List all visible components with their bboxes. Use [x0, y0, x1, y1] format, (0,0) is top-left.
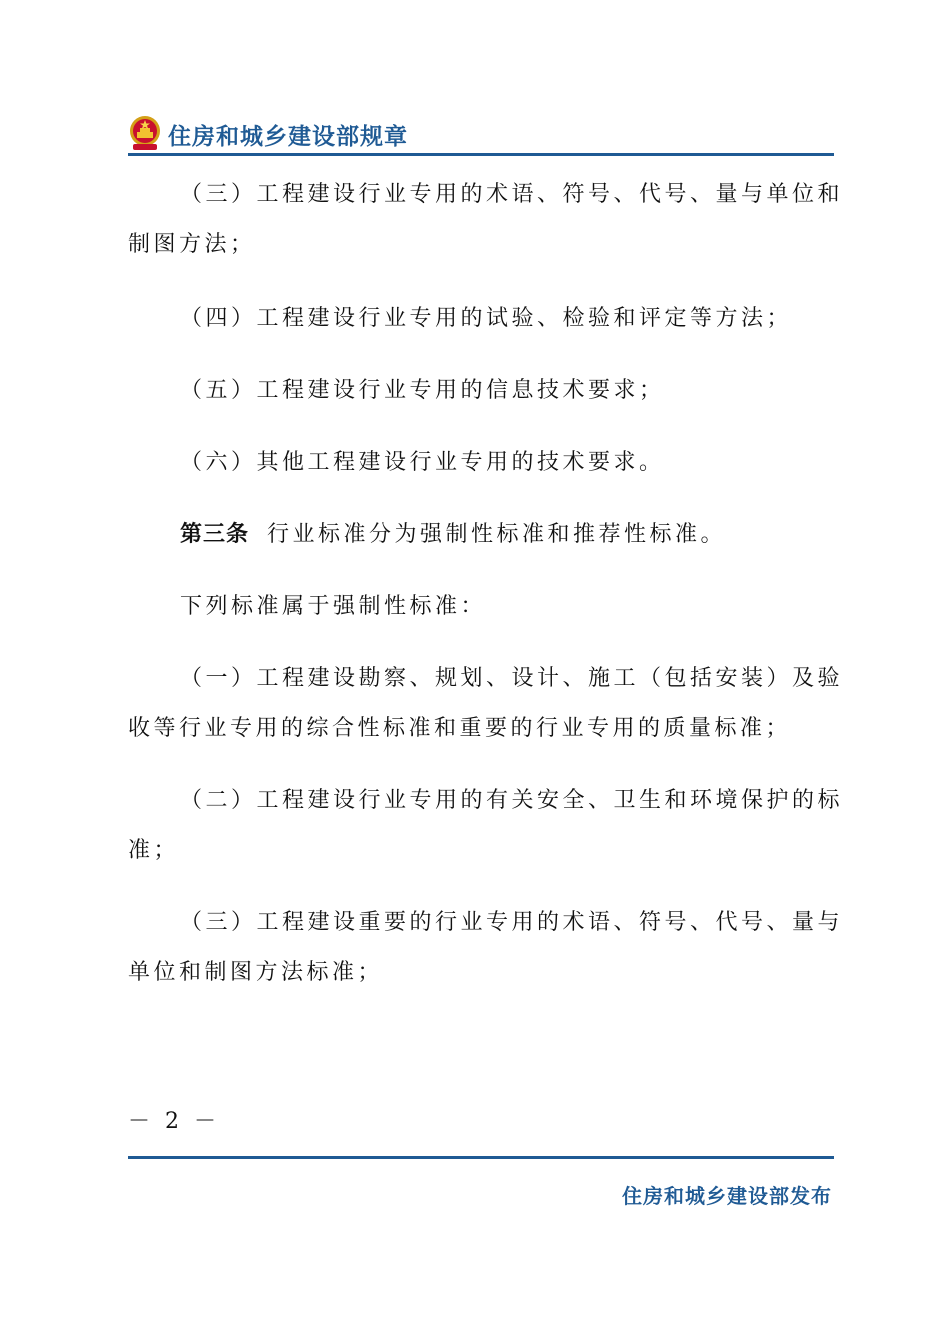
paragraph-item-5 — [128, 366, 832, 416]
paragraph-line — [128, 510, 832, 560]
mandatory-item-1 — [128, 654, 844, 754]
paragraph-item-3 — [128, 170, 844, 270]
national-emblem-icon — [128, 115, 162, 151]
paragraph-line: （五）工程建设行业专用的信息技术要求； — [180, 378, 665, 403]
header-divider — [128, 153, 834, 156]
article-three — [128, 510, 832, 560]
paragraph-line: （一）工程建设勘察、规划、设计、施工（包括安装）及验 — [180, 666, 844, 691]
paragraph-line: 单位和制图方法标准； — [128, 960, 384, 985]
paragraph-line: 收等行业专用的综合性标准和重要的行业专用的质量标准； — [128, 716, 792, 741]
paragraph-line: （六）其他工程建设行业专用的技术要求。 — [180, 450, 665, 475]
article-text: 行业标准分为强制性标准和推荐性标准。 — [267, 522, 727, 547]
paragraph-item-6 — [128, 438, 832, 488]
paragraph-line: （二）工程建设行业专用的有关安全、卫生和环境保护的标 — [180, 788, 844, 813]
page-header — [128, 114, 834, 156]
paragraph-line: （四）工程建设行业专用的试验、检验和评定等方法； — [180, 306, 793, 331]
paragraph-line: 制图方法； — [128, 232, 256, 257]
mandatory-item-2 — [128, 776, 844, 876]
article-heading: 第三条 — [180, 522, 250, 547]
paragraph-line: （三）工程建设重要的行业专用的术语、符号、代号、量与 — [180, 910, 844, 935]
mandatory-intro — [128, 582, 832, 632]
paragraph-item-4 — [128, 294, 832, 344]
paragraph-line: 下列标准属于强制性标准： — [180, 594, 487, 619]
paragraph-line: 准； — [128, 838, 180, 863]
header-title: 住房和城乡建设部规章 — [168, 124, 408, 150]
footer-publisher: 住房和城乡建设部发布 — [622, 1184, 832, 1208]
mandatory-item-3 — [128, 898, 844, 998]
footer-divider — [128, 1156, 834, 1159]
paragraph-line: （三）工程建设行业专用的术语、符号、代号、量与单位和 — [180, 182, 844, 207]
page-number: － 2 － — [128, 1109, 220, 1134]
